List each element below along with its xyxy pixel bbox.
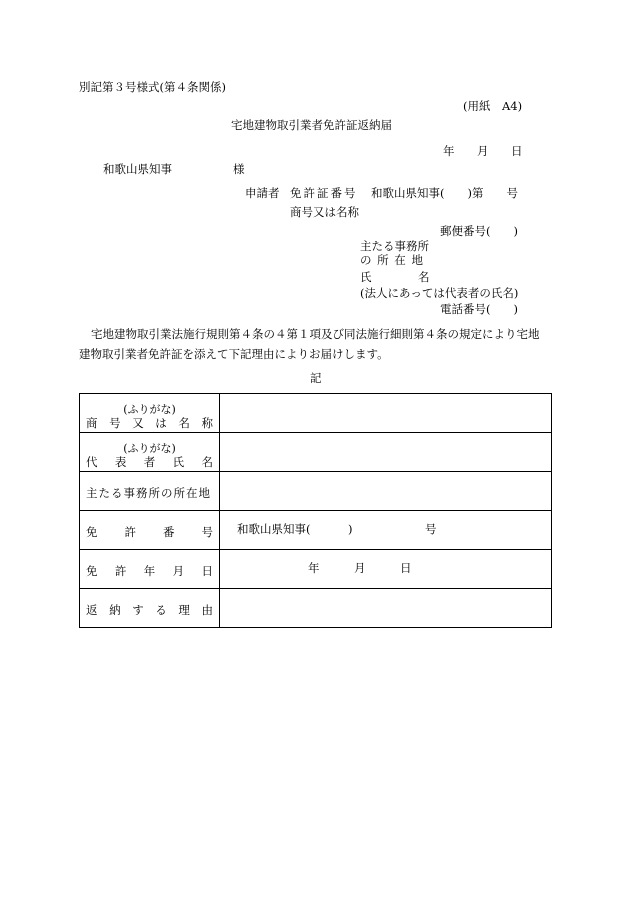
license-number-label-cell [80, 511, 220, 550]
date-year: 年 [443, 144, 455, 158]
representative-name-field[interactable] [220, 433, 552, 472]
postal-code: 郵便番号( ) [440, 224, 518, 238]
furigana-label: (ふりがな) [123, 403, 176, 416]
form-number: 別記第３号様式(第４条関係) [79, 80, 226, 94]
honorific: 様 [233, 162, 245, 176]
table-row [80, 394, 552, 433]
form-table [79, 393, 552, 628]
date-day: 日 [511, 144, 523, 158]
license-date-day: 日 [400, 561, 412, 575]
furigana-label: (ふりがな) [123, 442, 176, 455]
table-row [80, 472, 552, 511]
license-paren-close: ) [348, 522, 353, 536]
paper-size: (用紙 A4) [463, 99, 523, 113]
label-char: 号 [201, 525, 213, 539]
label-char: 者 [143, 455, 156, 469]
office-location-field[interactable] [220, 472, 552, 511]
office-location-label: 主たる事務所の所在地 [86, 486, 211, 500]
addressee: 和歌山県知事 [103, 162, 172, 176]
label-char: 年 [143, 564, 156, 578]
table-row [80, 433, 552, 472]
license-date-field[interactable] [220, 550, 552, 589]
label-char: 又 [132, 416, 144, 430]
office-location-label-cell [80, 472, 220, 511]
table-row [80, 589, 552, 628]
name-label-second: 名 [418, 270, 430, 284]
label-char: 免 [86, 525, 98, 539]
label-char: は [155, 416, 167, 430]
label-char: 号 [109, 416, 121, 430]
name-note: (法人にあっては代表者の氏名) [360, 286, 519, 300]
office-label-line1: 主たる事務所 [360, 239, 429, 253]
label-char: 納 [109, 603, 121, 617]
label-char: す [132, 603, 144, 617]
label-char: 名 [201, 455, 213, 469]
license-issuer-text: 和歌山県知事( [237, 522, 311, 536]
label-char: 氏 [172, 455, 185, 469]
phone: 電話番号( ) [440, 302, 518, 316]
label-char: 理 [178, 603, 190, 617]
label-char: 日 [201, 564, 213, 578]
label-char: 表 [114, 455, 127, 469]
license-go-text: 号 [425, 522, 437, 536]
trade-name-field[interactable] [220, 394, 552, 433]
label-char: 許 [124, 525, 136, 539]
trade-name-label-cell [80, 394, 220, 433]
license-number-value: 和歌山県知事( )第 号 [371, 186, 518, 200]
table-row [80, 511, 552, 550]
label-char: 称 [201, 416, 213, 430]
label-char: 月 [172, 564, 185, 578]
label-char: 代 [86, 455, 98, 469]
name-label-first: 氏 [360, 270, 372, 284]
applicant-label: 申請者 [245, 186, 280, 200]
return-reason-label-cell [80, 589, 220, 628]
license-date-label-cell [80, 550, 220, 589]
license-number-label: 免許証番号 [290, 186, 358, 200]
license-date-month: 月 [354, 561, 366, 575]
office-label-line2: の 所 在 地 [360, 253, 424, 267]
license-date-year: 年 [308, 561, 320, 575]
label-char: 名 [178, 416, 190, 430]
label-char: 由 [201, 603, 213, 617]
trade-name-label: 商号又は名称 [290, 205, 359, 219]
label-char: 許 [114, 564, 127, 578]
table-row [80, 550, 552, 589]
body-text-line2: 建物取引業者免許証を添えて下記理由によりお届けします。 [79, 347, 389, 361]
license-number-field[interactable] [220, 511, 552, 550]
body-text-line1: 宅地建物取引業法施行規則第４条の４第１項及び同法施行細則第４条の規定により宅地 [91, 327, 540, 341]
representative-label-cell [80, 433, 220, 472]
date-month: 月 [477, 144, 489, 158]
label-char: る [155, 603, 167, 617]
label-char: 免 [86, 564, 98, 578]
label-char: 番 [163, 525, 175, 539]
return-reason-field[interactable] [220, 589, 552, 628]
ki-heading: 記 [310, 371, 322, 385]
label-char: 返 [86, 603, 98, 617]
document-title: 宅地建物取引業者免許証返納届 [231, 118, 392, 132]
label-char: 商 [86, 416, 98, 430]
